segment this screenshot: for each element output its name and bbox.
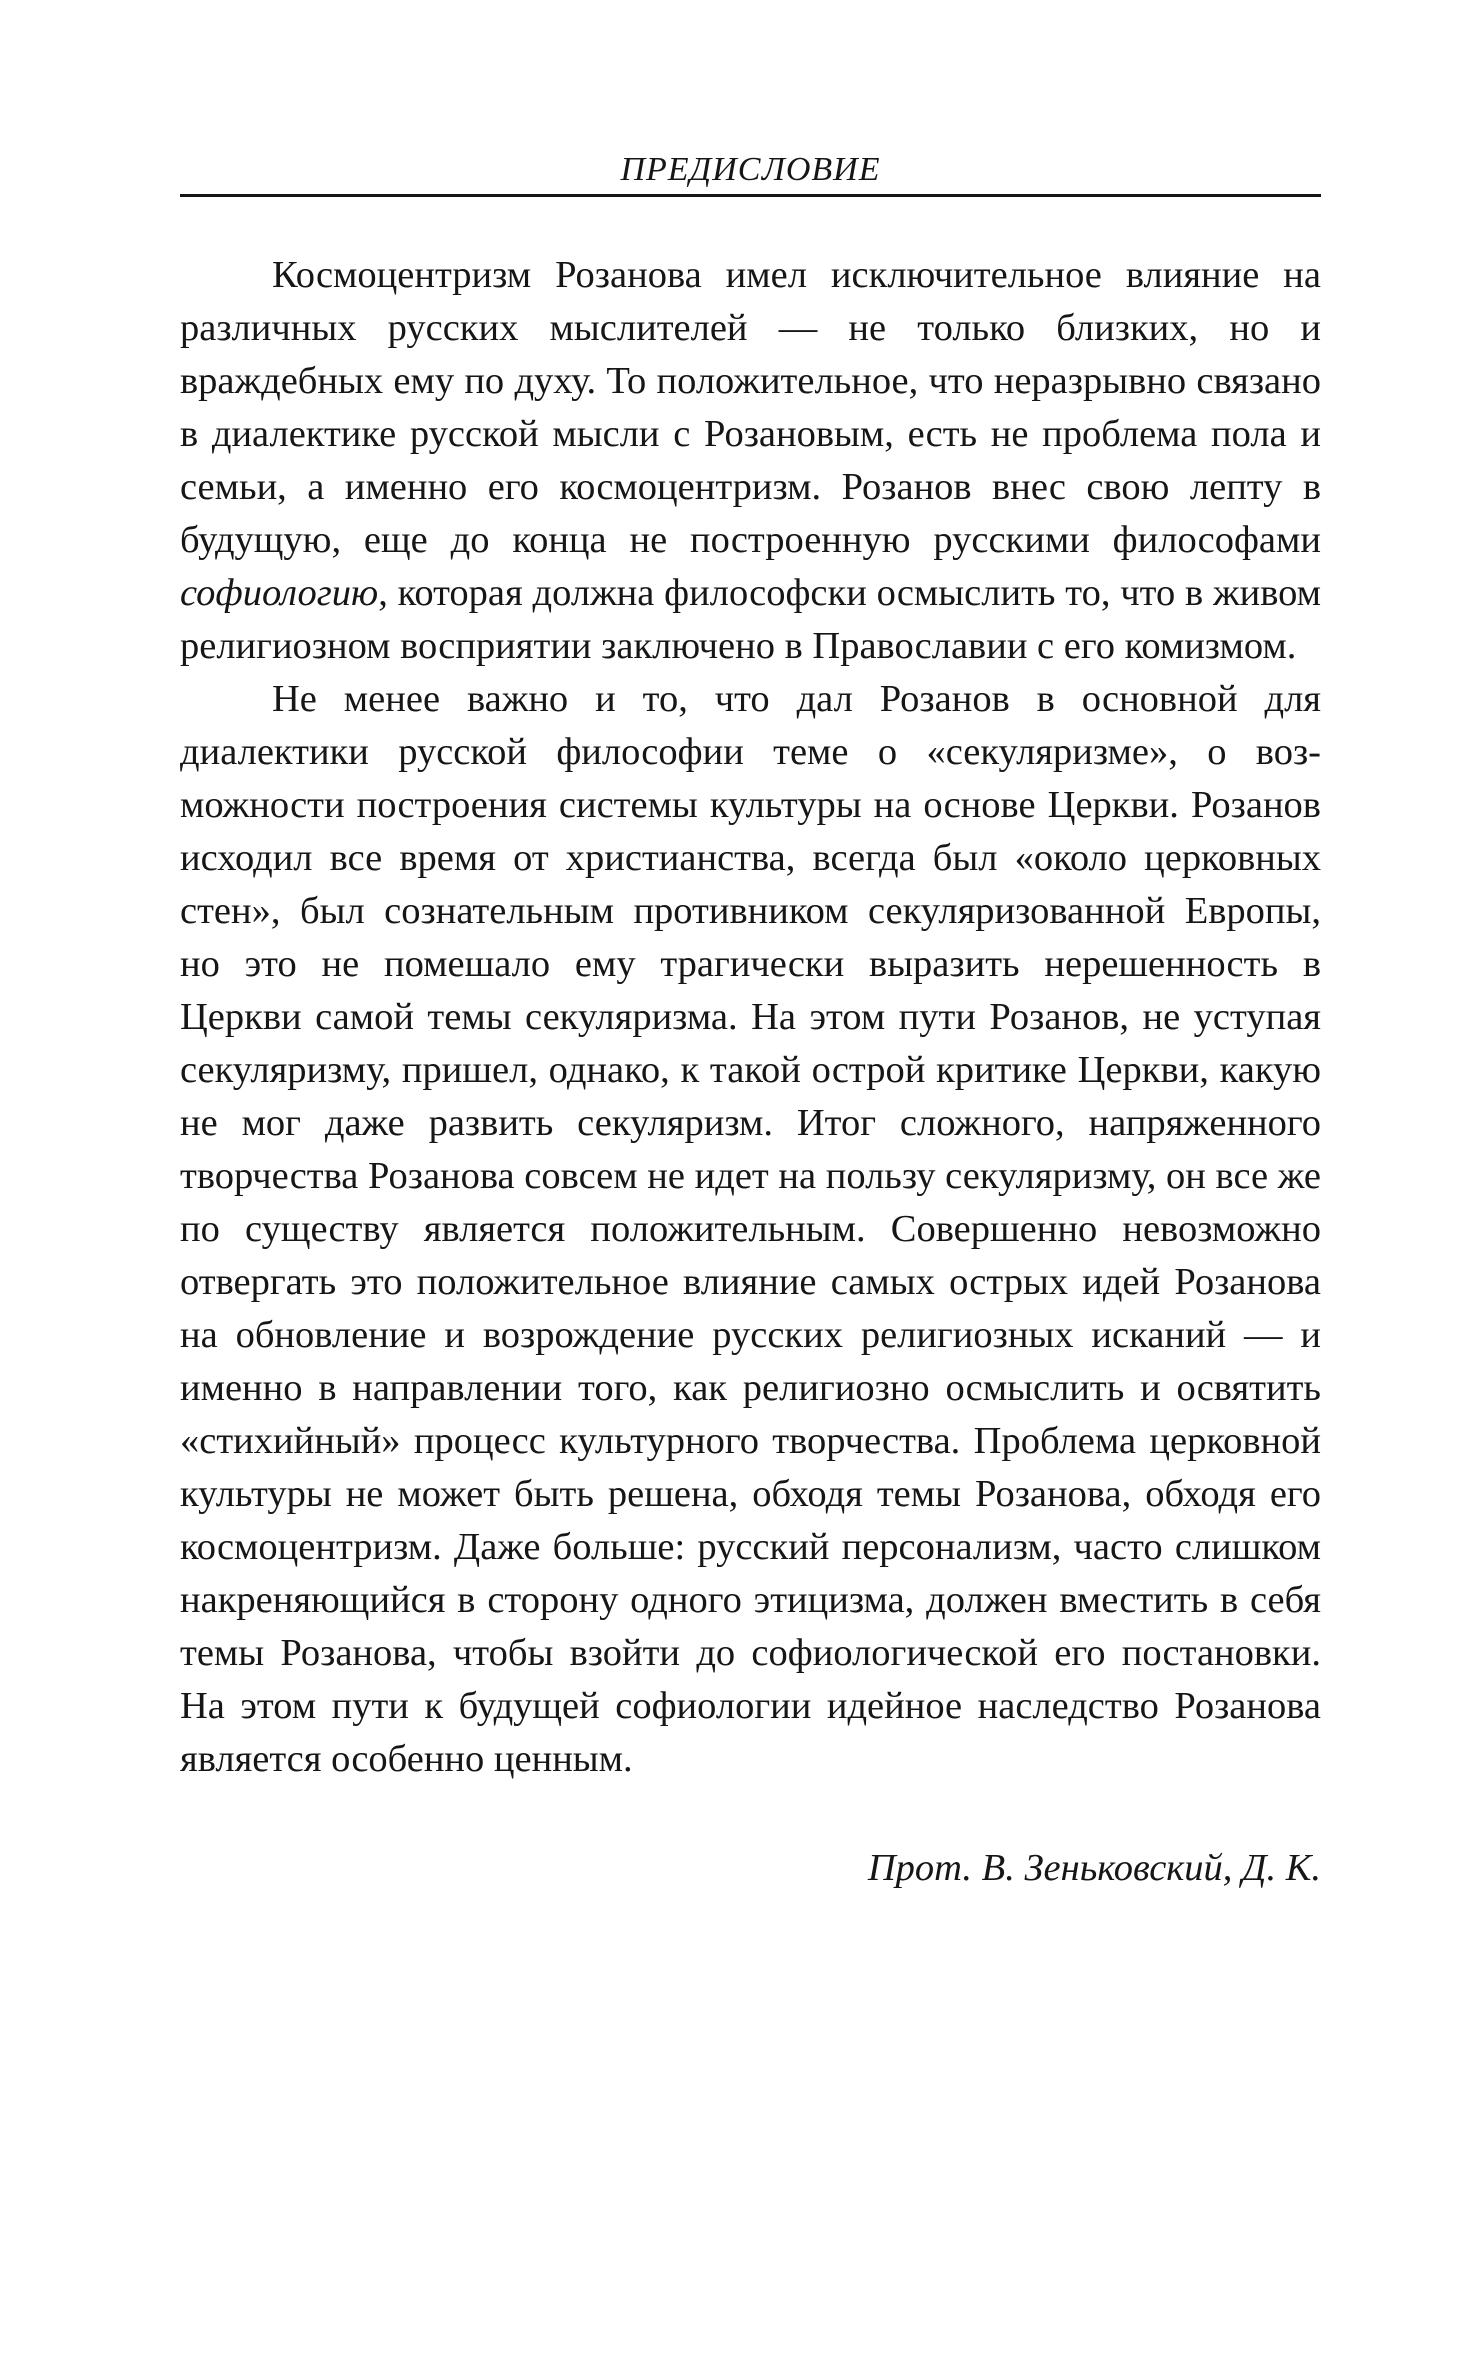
book-page <box>180 150 1321 1895</box>
paragraph-1-emphasis: софиологию <box>180 572 379 614</box>
paragraph-2: Не менее важно и то, что дал Розанов в основной для диалектики русской философии теме о «секуляризме», о возможности построения системы культуры на основе Церкви. Розанов исходил все время от христианства, всегда был «около церковных стен», был сознательным противником секуляризованной Европы, но это не помешало ему трагически выразить нерешенность в Церкви самой темы секуляризма. На этом пути Розанов, не уступая секуляризму, пришел, однако, к такой острой критике Церкви, какую не мог даже развить секуляризм. Итог сложного, напряженного творчества Розанова совсем не идет на пользу секуляризму, он все же по существу является положительным. Совершенно невозможно отвергать это положительное влияние самых острых идей Розанова на обновление и возрождение русских религиозных исканий — и именно в направлении того, как религиозно осмыслить и освятить «стихийный» процесс культурного творчества. Проблема церковной культуры не может быть решена, обходя темы Розанова, обходя его космоцентризм. Даже больше: русский персонализм, часто слишком накреняющийся в сторону одного этицизма, должен вместить в себя темы Розанова, чтобы взойти до софиологической его постановки. На этом пути к будущей софиологии идейное наследство Розанова является особенно ценным. <box>180 678 1321 1780</box>
paragraph-1-text-before: Космоцентризм Розанова имел исключительное влияние на различных русских мыслителей — не только близких, но и враждебных ему по духу. То положительное, что неразрывно связано в диалектике русской мысли с Розановым, есть не проблема пола и семьи, а именно его космоцентризм. Розанов внес свою лепту в будущую, еще до конца не построенную русскими философами <box>180 254 1321 561</box>
paragraph-1-text-after: , которая должна философски осмыслить то, что в живом религиозном восприятии заключено в Православии с его комизмом. <box>180 572 1321 667</box>
paragraph-1 <box>180 249 1321 673</box>
author-signature: Прот. В. Зеньковский, Д. К. <box>867 1847 1321 1889</box>
main-text <box>180 249 1321 1786</box>
running-header: ПРЕДИСЛОВИЕ <box>180 150 1321 197</box>
